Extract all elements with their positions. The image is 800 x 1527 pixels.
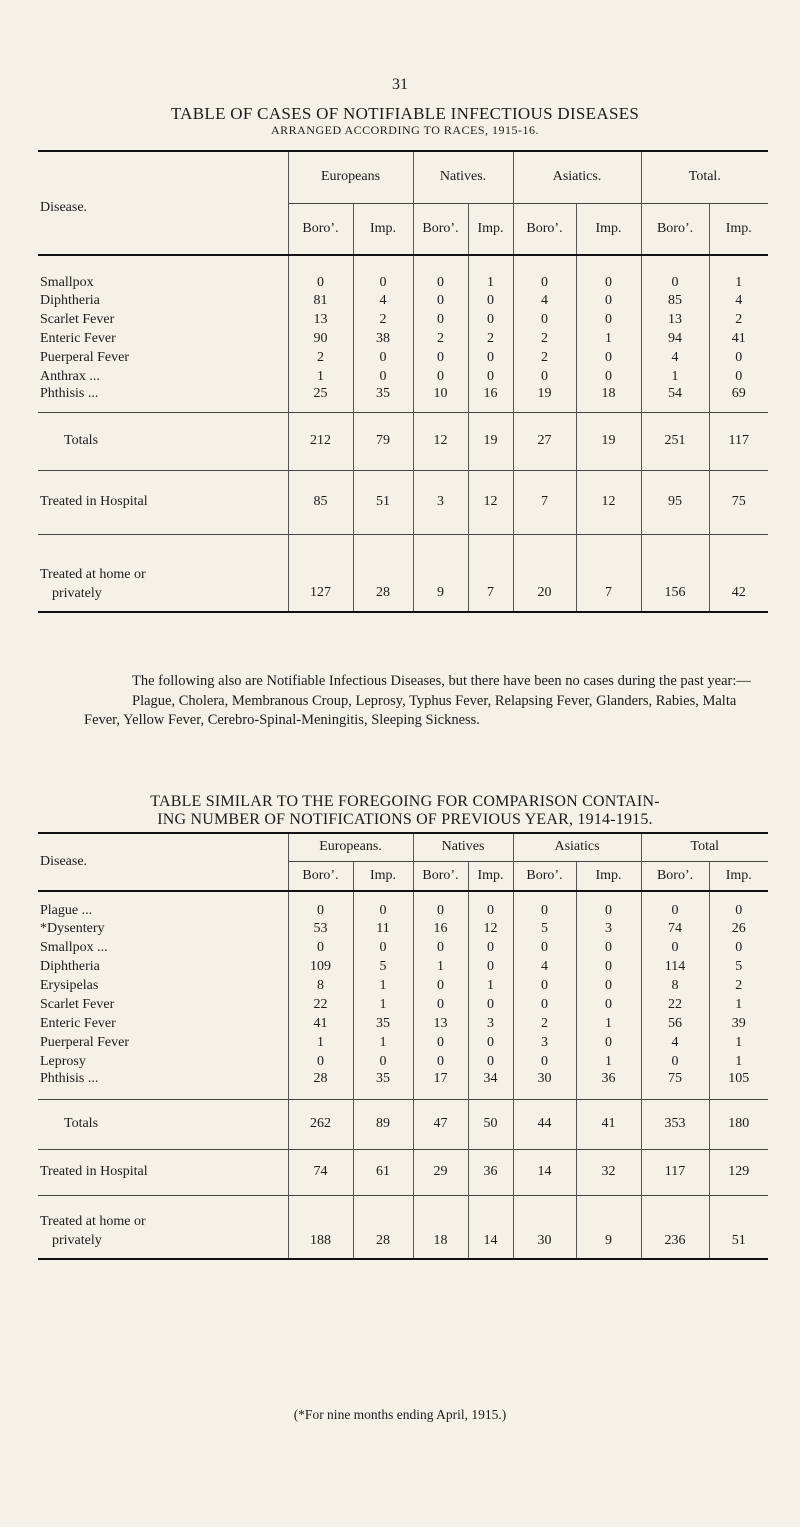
table-cell: 0 <box>576 976 641 995</box>
table-cell: 4 <box>513 957 576 976</box>
table-cell: 17 <box>413 1071 468 1099</box>
table-cell: 0 <box>288 1052 353 1071</box>
table-cell: 2 <box>513 1014 576 1033</box>
table1-subheader: Imp. <box>576 203 641 255</box>
table-row <box>38 938 768 957</box>
table2-title-line2: ING NUMBER OF NOTIFICATIONS OF PREVIOUS YEAR, 1914-1915. <box>157 811 653 829</box>
table-cell: 1 <box>353 995 413 1014</box>
table-cell: 18 <box>576 386 641 412</box>
table-cell: 0 <box>288 255 353 291</box>
table-cell: 236 <box>641 1195 709 1259</box>
table-cell: 8 <box>288 976 353 995</box>
table-cell: 0 <box>413 891 468 919</box>
table-cell: 1 <box>641 367 709 386</box>
table-cell: 0 <box>288 938 353 957</box>
table-cell: 0 <box>513 255 576 291</box>
table-cell: 0 <box>353 938 413 957</box>
table-cell: 36 <box>576 1071 641 1099</box>
table2-disease-cell: Erysipelas <box>40 977 99 993</box>
table1-disease-cell: Anthrax ... <box>40 368 100 384</box>
table-row <box>38 995 768 1014</box>
table1-disease-cell: Enteric Fever <box>40 330 116 346</box>
table2-subheader: Imp. <box>709 861 768 891</box>
table2-subheader: Boro’. <box>288 861 353 891</box>
table-cell: 75 <box>641 1071 709 1099</box>
table-cell: 0 <box>709 348 768 367</box>
table-row <box>38 891 768 919</box>
table-cell: 85 <box>288 470 353 534</box>
table-cell: 2 <box>468 329 513 348</box>
table-cell: 13 <box>413 1014 468 1033</box>
table2-hospital-row <box>38 1149 768 1195</box>
table-row <box>38 386 768 412</box>
table-cell: 4 <box>641 348 709 367</box>
table-row <box>38 1052 768 1071</box>
table-cell: 1 <box>353 1033 413 1052</box>
table1-header-europeans: Europeans <box>288 151 413 203</box>
table-cell: 12 <box>576 470 641 534</box>
table-cell: 12 <box>468 470 513 534</box>
table2-disease-cell: Plague ... <box>40 903 93 918</box>
table-cell: 0 <box>513 995 576 1014</box>
table-cell: 5 <box>353 957 413 976</box>
table-cell: 47 <box>413 1099 468 1149</box>
table-cell: 20 <box>513 534 576 612</box>
table1-header-asiatics: Asiatics. <box>513 151 641 203</box>
table-cell: 7 <box>513 470 576 534</box>
table-cell: 18 <box>413 1195 468 1259</box>
table-cell: 28 <box>353 534 413 612</box>
table-cell: 30 <box>513 1195 576 1259</box>
table-cell: 51 <box>353 470 413 534</box>
table-cell: 0 <box>468 938 513 957</box>
table-cell: 0 <box>468 1052 513 1071</box>
table-cell: 69 <box>709 386 768 412</box>
table1-disease-cell: Puerperal Fever <box>40 349 130 365</box>
table-cell: 0 <box>576 310 641 329</box>
table-cell: 13 <box>641 310 709 329</box>
table-cell: 28 <box>288 1071 353 1099</box>
table-cell: 35 <box>353 1014 413 1033</box>
table-row <box>38 291 768 310</box>
table-cell: 7 <box>576 534 641 612</box>
table-cell: 79 <box>353 412 413 470</box>
totals-label: Totals <box>64 1116 99 1131</box>
table-cell: 35 <box>353 386 413 412</box>
table-cell: 0 <box>413 995 468 1014</box>
table2-disease-cell: Enteric Fever <box>40 1015 116 1031</box>
table-cell: 188 <box>288 1195 353 1259</box>
table-cell: 4 <box>641 1033 709 1052</box>
table-cell: 0 <box>576 938 641 957</box>
table-row <box>38 329 768 348</box>
table-cell: 0 <box>513 976 576 995</box>
table-cell: 16 <box>413 919 468 938</box>
table-cell: 4 <box>709 291 768 310</box>
table-cell: 1 <box>468 976 513 995</box>
table-cell: 0 <box>353 891 413 919</box>
table2-subheader: Imp. <box>576 861 641 891</box>
table2-disease-cell: Smallpox ... <box>40 939 108 955</box>
table-cell: 36 <box>468 1149 513 1195</box>
table-cell: 13 <box>288 310 353 329</box>
table-row <box>38 348 768 367</box>
table-cell: 129 <box>709 1149 768 1195</box>
table-cell: 9 <box>413 534 468 612</box>
table-cell: 0 <box>353 1052 413 1071</box>
page-number: 31 <box>392 76 408 93</box>
table1-header-disease: Disease. <box>40 200 88 215</box>
table-cell: 19 <box>468 412 513 470</box>
table-cell: 39 <box>709 1014 768 1033</box>
table-cell: 0 <box>513 367 576 386</box>
table-cell: 2 <box>413 329 468 348</box>
table-cell: 0 <box>353 255 413 291</box>
table1-home-row <box>38 534 768 612</box>
footnote: (*For nine months ending April, 1915.) <box>293 1407 507 1422</box>
table-cell: 56 <box>641 1014 709 1033</box>
table1-header-total: Total. <box>641 151 768 203</box>
table-cell: 0 <box>353 348 413 367</box>
hospital-label: Treated in Hospital <box>40 494 148 509</box>
table-cell: 4 <box>353 291 413 310</box>
table-cell: 51 <box>709 1195 768 1259</box>
table-cell: 50 <box>468 1099 513 1149</box>
table1-hospital-row <box>38 470 768 534</box>
table-cell: 2 <box>709 310 768 329</box>
table-cell: 19 <box>576 412 641 470</box>
home-label-line1: Treated at home or <box>40 567 146 582</box>
table-cell: 1 <box>576 1014 641 1033</box>
table-cell: 0 <box>513 310 576 329</box>
table-cell: 27 <box>513 412 576 470</box>
table-cell: 0 <box>576 255 641 291</box>
table-cell: 0 <box>468 348 513 367</box>
table2-subheader: Imp. <box>468 861 513 891</box>
table-cell: 75 <box>709 470 768 534</box>
table2-disease-cell: Scarlet Fever <box>40 996 115 1012</box>
table-cell: 0 <box>576 891 641 919</box>
table-cell: 0 <box>641 1052 709 1071</box>
table1-subheader: Imp. <box>709 203 768 255</box>
table-cell: 94 <box>641 329 709 348</box>
table-cell: 2 <box>288 348 353 367</box>
table2-header-disease: Disease. <box>40 854 88 869</box>
table-cell: 109 <box>288 957 353 976</box>
table-cell: 1 <box>288 367 353 386</box>
table-cell: 0 <box>353 367 413 386</box>
table1-title-line2: ARRANGED ACCORDING TO RACES, 1915-16. <box>270 122 540 137</box>
table-cell: 0 <box>468 1033 513 1052</box>
table2-subheader: Boro’. <box>413 861 468 891</box>
table-row <box>38 919 768 938</box>
table-cell: 1 <box>353 976 413 995</box>
table-cell: 19 <box>513 386 576 412</box>
table-cell: 14 <box>513 1149 576 1195</box>
table1-disease-cell: Phthisis ... <box>40 386 99 401</box>
table-cell: 0 <box>576 291 641 310</box>
table-cell: 0 <box>468 291 513 310</box>
table-cell: 12 <box>468 919 513 938</box>
table-cell: 7 <box>468 534 513 612</box>
table-cell: 12 <box>413 412 468 470</box>
table-cell: 0 <box>468 310 513 329</box>
table-cell: 0 <box>413 310 468 329</box>
table-cell: 81 <box>288 291 353 310</box>
table1-subheader: Boro’. <box>413 203 468 255</box>
table-cell: 0 <box>576 957 641 976</box>
table1-title <box>70 104 740 137</box>
table-cell: 5 <box>513 919 576 938</box>
table-cell: 156 <box>641 534 709 612</box>
table-cell: 53 <box>288 919 353 938</box>
home-label-line2: privately <box>52 586 102 601</box>
table-cell: 61 <box>353 1149 413 1195</box>
table-cell: 29 <box>413 1149 468 1195</box>
table2-subheader: Imp. <box>353 861 413 891</box>
table-cell: 0 <box>413 976 468 995</box>
table2-infectious-diseases-1914-15 <box>38 832 768 1260</box>
table1-subheader: Boro’. <box>288 203 353 255</box>
table-cell: 0 <box>413 938 468 957</box>
note-paragraph-1: The following also are Notifiable Infectious Diseases, but there have been no cases during the past year:— <box>132 673 751 689</box>
table-cell: 41 <box>576 1099 641 1149</box>
table1-totals-row <box>38 412 768 470</box>
table-row <box>38 957 768 976</box>
table-cell: 1 <box>468 255 513 291</box>
table2-header-natives: Natives <box>413 833 513 861</box>
table1-disease-cell: Smallpox <box>40 275 94 290</box>
table-row <box>38 255 768 291</box>
table-cell: 251 <box>641 412 709 470</box>
table-cell: 262 <box>288 1099 353 1149</box>
table-cell: 0 <box>413 255 468 291</box>
table-cell: 0 <box>288 891 353 919</box>
table1-subheader: Imp. <box>353 203 413 255</box>
table-cell: 32 <box>576 1149 641 1195</box>
table-cell: 11 <box>353 919 413 938</box>
table-cell: 0 <box>468 995 513 1014</box>
table-cell: 42 <box>709 534 768 612</box>
table-cell: 1 <box>576 329 641 348</box>
table-cell: 0 <box>576 1033 641 1052</box>
table1-subheader: Boro’. <box>641 203 709 255</box>
table-cell: 2 <box>513 348 576 367</box>
table2-disease-cell: *Dysentery <box>40 920 105 936</box>
table1-disease-cell: Diphtheria <box>40 292 100 308</box>
table-cell: 22 <box>288 995 353 1014</box>
totals-label: Totals <box>64 433 99 448</box>
table2-disease-cell: Leprosy <box>40 1053 86 1069</box>
table-cell: 0 <box>413 1033 468 1052</box>
table-cell: 22 <box>641 995 709 1014</box>
table-cell: 0 <box>576 367 641 386</box>
table-cell: 95 <box>641 470 709 534</box>
table-cell: 3 <box>576 919 641 938</box>
table-cell: 1 <box>709 1052 768 1071</box>
table-cell: 0 <box>576 348 641 367</box>
table-cell: 117 <box>641 1149 709 1195</box>
table-cell: 85 <box>641 291 709 310</box>
table2-disease-cell: Diphtheria <box>40 958 100 974</box>
note-paragraph-2 <box>84 692 774 730</box>
table2-header-asiatics: Asiatics <box>513 833 641 861</box>
table-cell: 353 <box>641 1099 709 1149</box>
table-cell: 4 <box>513 291 576 310</box>
table-row <box>38 976 768 995</box>
table-cell: 90 <box>288 329 353 348</box>
table2-home-row <box>38 1195 768 1259</box>
table-cell: 127 <box>288 534 353 612</box>
table-cell: 16 <box>468 386 513 412</box>
table-cell: 1 <box>576 1052 641 1071</box>
table-cell: 0 <box>413 348 468 367</box>
home-label-line2: privately <box>52 1233 102 1248</box>
table-cell: 1 <box>709 1033 768 1052</box>
table-row <box>38 310 768 329</box>
table-cell: 0 <box>709 891 768 919</box>
note-disease-list: Plague, Cholera, Membranous Croup, Leprosy, Typhus Fever, Relapsing Fever, Glanders, Rabies, Malta Fever, Yellow Fever, Cerebro-Spinal-Meningitis, Sleeping Sickness. <box>84 693 737 728</box>
table-cell: 74 <box>288 1149 353 1195</box>
table1-subheader: Imp. <box>468 203 513 255</box>
table-cell: 54 <box>641 386 709 412</box>
table2-totals-row <box>38 1099 768 1149</box>
table-cell: 8 <box>641 976 709 995</box>
table-cell: 25 <box>288 386 353 412</box>
table2-header-total: Total <box>641 833 768 861</box>
table-cell: 2 <box>513 329 576 348</box>
table1-subheader: Boro’. <box>513 203 576 255</box>
table-cell: 3 <box>468 1014 513 1033</box>
table-cell: 2 <box>353 310 413 329</box>
table-row <box>38 367 768 386</box>
table-cell: 41 <box>709 329 768 348</box>
table-cell: 3 <box>413 470 468 534</box>
table-cell: 35 <box>353 1071 413 1099</box>
table-cell: 74 <box>641 919 709 938</box>
table-cell: 1 <box>288 1033 353 1052</box>
table-cell: 1 <box>413 957 468 976</box>
table2-disease-cell: Puerperal Fever <box>40 1034 130 1050</box>
table-cell: 89 <box>353 1099 413 1149</box>
table-cell: 105 <box>709 1071 768 1099</box>
table-cell: 0 <box>709 938 768 957</box>
table-cell: 0 <box>641 891 709 919</box>
table2-subheader: Boro’. <box>641 861 709 891</box>
table-cell: 1 <box>709 995 768 1014</box>
table1-disease-cell: Scarlet Fever <box>40 311 115 327</box>
table-cell: 0 <box>513 1052 576 1071</box>
table-cell: 180 <box>709 1099 768 1149</box>
table1-header-natives: Natives. <box>413 151 513 203</box>
table-cell: 117 <box>709 412 768 470</box>
table-cell: 0 <box>468 891 513 919</box>
table-cell: 114 <box>641 957 709 976</box>
table-cell: 9 <box>576 1195 641 1259</box>
table-cell: 0 <box>413 291 468 310</box>
table1-title-line1: TABLE OF CASES OF NOTIFIABLE INFECTIOUS DISEASES <box>170 104 640 123</box>
table-cell: 38 <box>353 329 413 348</box>
hospital-label: Treated in Hospital <box>40 1164 148 1179</box>
home-label <box>38 1195 288 1259</box>
table-cell: 41 <box>288 1014 353 1033</box>
table-cell: 3 <box>513 1033 576 1052</box>
table-cell: 0 <box>413 1052 468 1071</box>
table-cell: 10 <box>413 386 468 412</box>
table-row <box>38 1071 768 1099</box>
table-cell: 0 <box>413 367 468 386</box>
table-cell: 0 <box>641 938 709 957</box>
table-cell: 34 <box>468 1071 513 1099</box>
table-row <box>38 1033 768 1052</box>
table-cell: 28 <box>353 1195 413 1259</box>
table-cell: 26 <box>709 919 768 938</box>
home-label <box>38 534 288 612</box>
table-cell: 0 <box>513 891 576 919</box>
table-cell: 0 <box>709 367 768 386</box>
table-cell: 0 <box>468 957 513 976</box>
table-cell: 0 <box>468 367 513 386</box>
table-cell: 0 <box>576 995 641 1014</box>
table2-disease-cell: Phthisis ... <box>40 1071 99 1086</box>
table-cell: 1 <box>709 255 768 291</box>
table-cell: 0 <box>641 255 709 291</box>
table2-title-line1: TABLE SIMILAR TO THE FOREGOING FOR COMPARISON CONTAIN- <box>150 793 660 810</box>
table-cell: 5 <box>709 957 768 976</box>
table-cell: 212 <box>288 412 353 470</box>
table2-subheader: Boro’. <box>513 861 576 891</box>
table-row <box>38 1014 768 1033</box>
table2-header-europeans: Europeans. <box>288 833 413 861</box>
table-cell: 2 <box>709 976 768 995</box>
home-label-line1: Treated at home or <box>40 1214 146 1229</box>
table2-title <box>70 793 740 830</box>
table1-infectious-diseases-1915-16 <box>38 150 768 613</box>
table-cell: 14 <box>468 1195 513 1259</box>
table-cell: 44 <box>513 1099 576 1149</box>
table-cell: 30 <box>513 1071 576 1099</box>
table-cell: 0 <box>513 938 576 957</box>
